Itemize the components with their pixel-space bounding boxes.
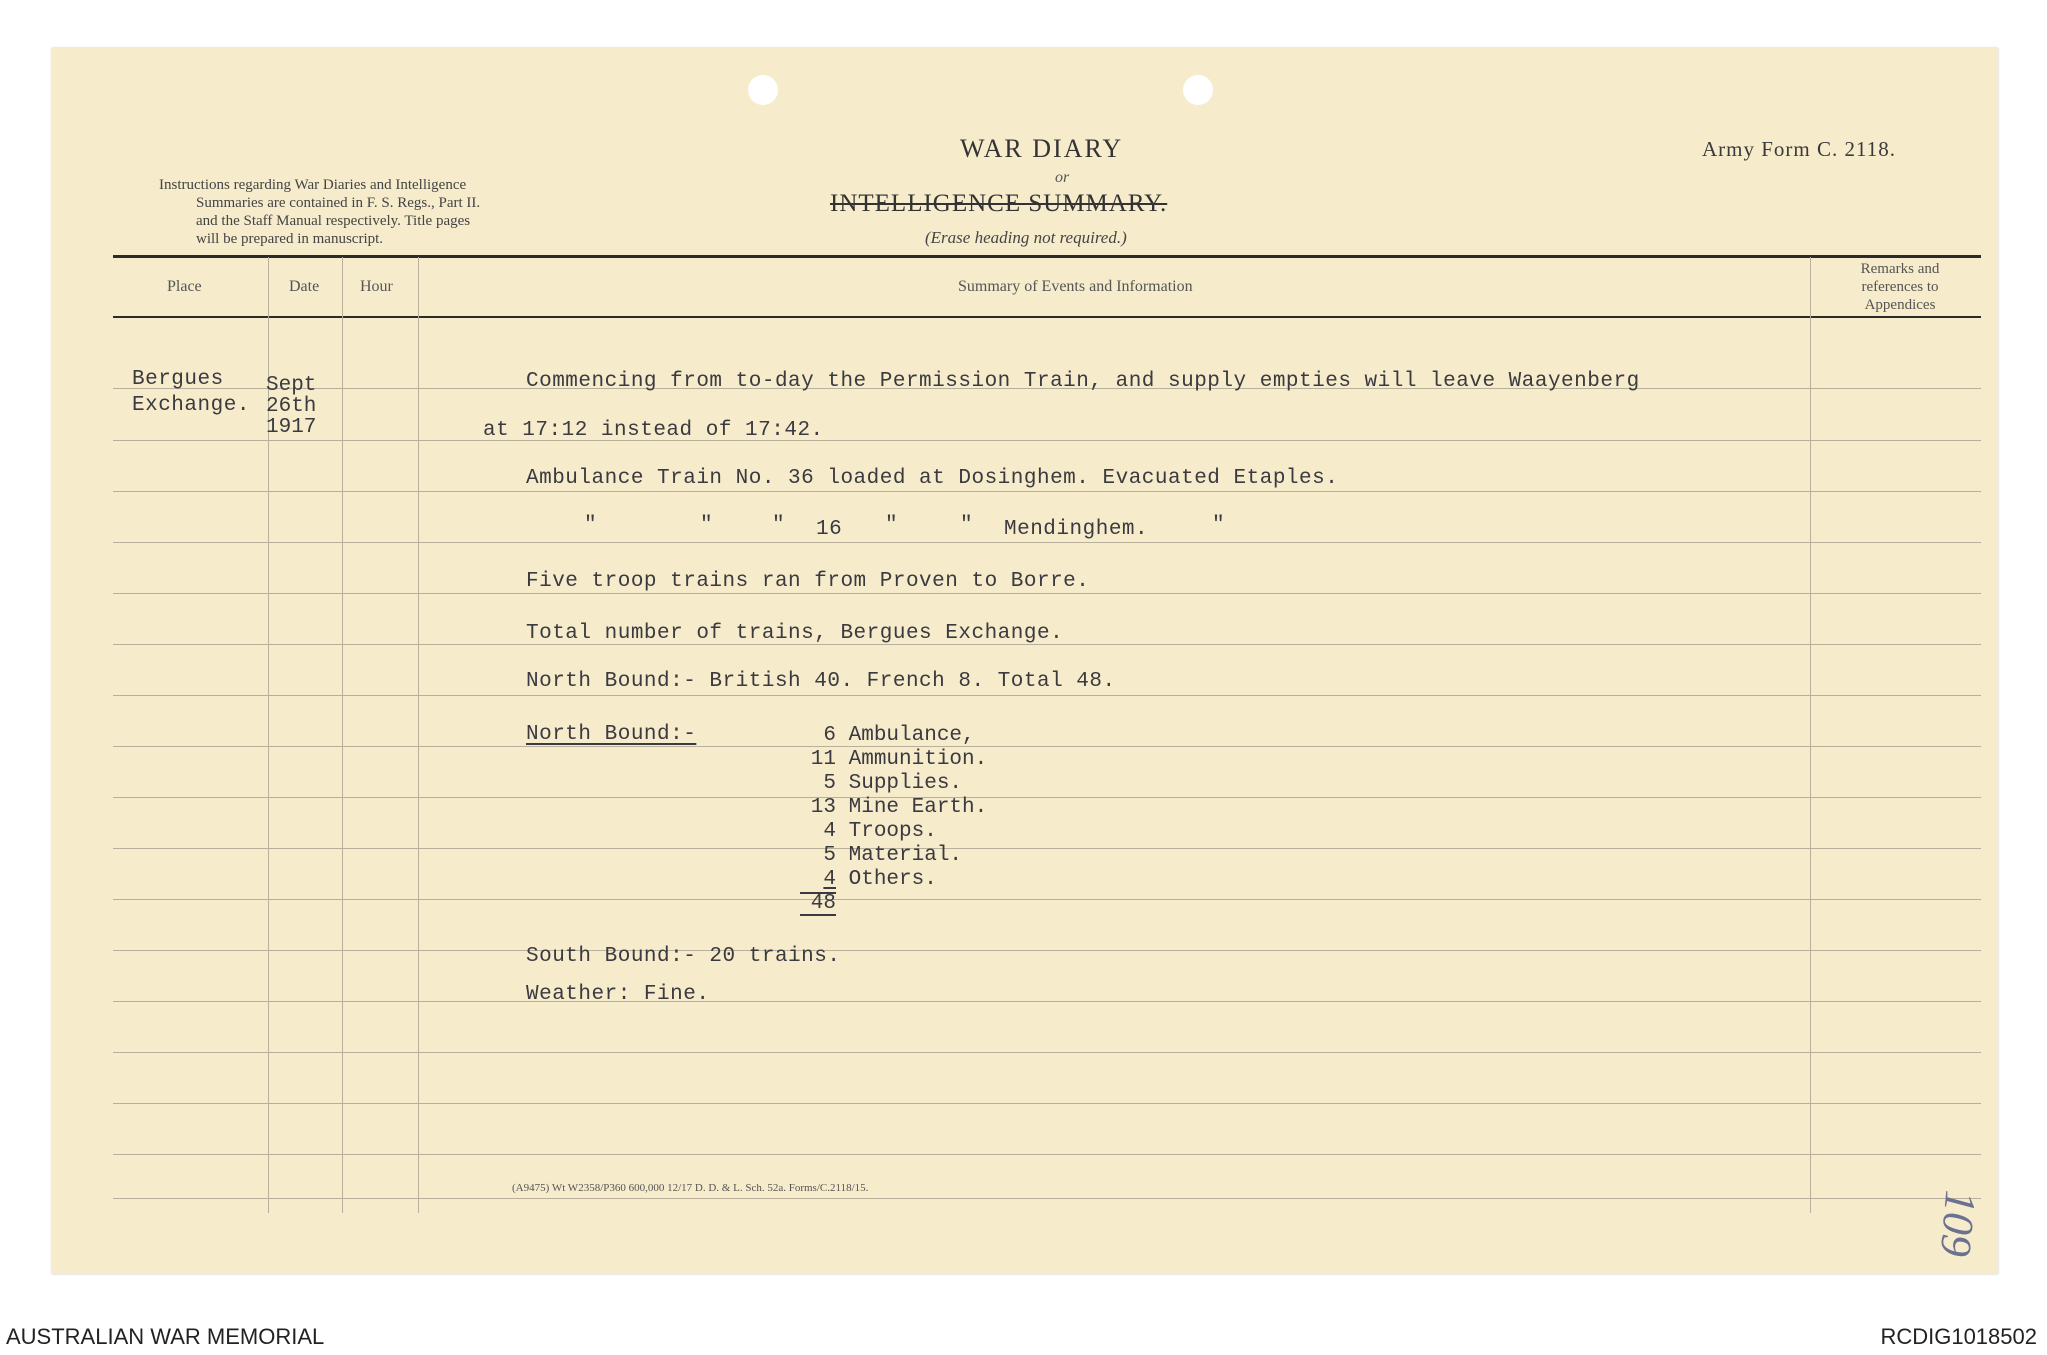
ruled-line: [113, 746, 1981, 747]
item-label: Others.: [848, 868, 937, 891]
ditto-place: Mendinghem.: [1004, 518, 1149, 541]
footer-source: AUSTRALIAN WAR MEMORIAL: [6, 1324, 325, 1349]
column-rule: [1810, 257, 1811, 1213]
col-header-place: Place: [167, 278, 202, 295]
item-label: Ambulance,: [848, 724, 975, 747]
item-qty: 4: [823, 820, 836, 843]
header-bottom-rule: [113, 316, 1981, 318]
item-qty: 4: [823, 868, 836, 891]
ruled-line: [113, 440, 1981, 441]
ditto-train-number: 16: [816, 518, 843, 541]
item-label: Mine Earth.: [848, 796, 988, 819]
ruled-line: [113, 491, 1981, 492]
item-qty: 5: [823, 844, 836, 867]
north-bound-item: [800, 748, 987, 772]
date-line: 1917: [266, 416, 317, 439]
entry-date: [266, 375, 316, 438]
ruled-line: [113, 1154, 1981, 1155]
item-label: Material.: [848, 844, 963, 867]
north-bound-item: [800, 796, 987, 820]
south-bound: South Bound:- 20 trains.: [526, 945, 841, 968]
ruled-line: [113, 848, 1981, 849]
punch-hole: [748, 75, 778, 105]
ruled-line: [113, 950, 1981, 951]
north-bound-label: North Bound:-: [526, 723, 697, 746]
north-bound-list: [800, 724, 987, 916]
summary-line-4: Five troop trains ran from Proven to Borre.: [526, 570, 1090, 593]
ditto-mark: ": [584, 514, 598, 537]
ruled-line: [113, 1103, 1981, 1104]
army-form-number: Army Form C. 2118.: [1702, 137, 1896, 161]
diary-page: [52, 48, 1998, 1274]
ruled-line: [113, 1052, 1981, 1053]
ruled-line: [113, 1198, 1981, 1199]
folio-number: 109: [1930, 1188, 1986, 1259]
north-bound-item: [800, 844, 987, 868]
item-label: Troops.: [848, 820, 937, 843]
north-bound-total: [800, 892, 987, 916]
summary-line-5: Total number of trains, Bergues Exchange.: [526, 622, 1064, 645]
ruled-line: [113, 899, 1981, 900]
item-qty: 11: [810, 748, 836, 771]
ruled-line: [113, 1001, 1981, 1002]
struck-title: INTELLIGENCE SUMMARY.: [830, 190, 1168, 217]
summary-line-2: at 17:12 instead of 17:42.: [483, 419, 824, 442]
ruled-line: [113, 593, 1981, 594]
form-title: WAR DIARY: [960, 134, 1124, 163]
col-header-hour: Hour: [360, 278, 393, 295]
summary-line-1: Commencing from to-day the Permission Train, and supply empties will leave Waayenberg: [526, 370, 1640, 393]
instructions-line: will be prepared in manuscript.: [196, 231, 384, 247]
ruled-line: [113, 542, 1981, 543]
date-line: Sept: [266, 374, 317, 397]
item-qty: 13: [810, 796, 836, 819]
north-bound-item: [800, 772, 987, 796]
remarks-line: references to: [1861, 279, 1939, 295]
place-line: Bergues: [132, 368, 224, 391]
item-label: Ammunition.: [848, 748, 988, 771]
column-rule: [342, 257, 343, 1213]
summary-line-3: Ambulance Train No. 36 loaded at Dosinghem. Evacuated Etaples.: [526, 467, 1339, 490]
item-label: Supplies.: [848, 772, 963, 795]
north-bound-item: [800, 820, 987, 844]
instructions-line: and the Staff Manual respectively. Title pages: [196, 213, 471, 229]
form-or: or: [1055, 169, 1070, 186]
summary-line-6: North Bound:- British 40. French 8. Total 48.: [526, 670, 1116, 693]
erase-note: (Erase heading not required.): [925, 228, 1127, 247]
remarks-line: Appendices: [1864, 297, 1936, 313]
ditto-mark: ": [700, 514, 714, 537]
ditto-mark: ": [960, 514, 974, 537]
header-top-rule: [113, 255, 1981, 258]
instructions-line: Instructions regarding War Diaries and Intelligence: [159, 177, 467, 193]
place-line: Exchange.: [132, 394, 250, 417]
item-qty: 5: [823, 772, 836, 795]
column-rule: [418, 257, 419, 1213]
ditto-mark: ": [885, 514, 899, 537]
punch-hole: [1183, 75, 1213, 105]
instructions: [159, 176, 480, 248]
ruled-line: [113, 797, 1981, 798]
remarks-line: Remarks and: [1860, 261, 1940, 277]
col-header-date: Date: [289, 278, 320, 295]
printer-imprint: (A9475) Wt W2358/P360 600,000 12/17 D. D. & L. Sch. 52a. Forms/C.2118/15.: [512, 1182, 869, 1194]
ruled-line: [113, 695, 1981, 696]
total-value: 48: [800, 892, 836, 916]
ditto-mark: ": [1212, 514, 1226, 537]
north-bound-item: [800, 868, 987, 892]
entry-place: [132, 368, 250, 417]
weather: Weather: Fine.: [526, 983, 710, 1006]
north-bound-item: [800, 724, 987, 748]
item-qty: 6: [823, 724, 836, 747]
date-line: 26th: [266, 395, 317, 418]
footer-record-id: RCDIG1018502: [1880, 1324, 2037, 1349]
col-header-remarks: [1842, 260, 1958, 314]
ditto-mark: ": [772, 514, 786, 537]
col-header-summary: Summary of Events and Information: [958, 278, 1193, 295]
instructions-line: Summaries are contained in F. S. Regs., Part II.: [196, 195, 481, 211]
